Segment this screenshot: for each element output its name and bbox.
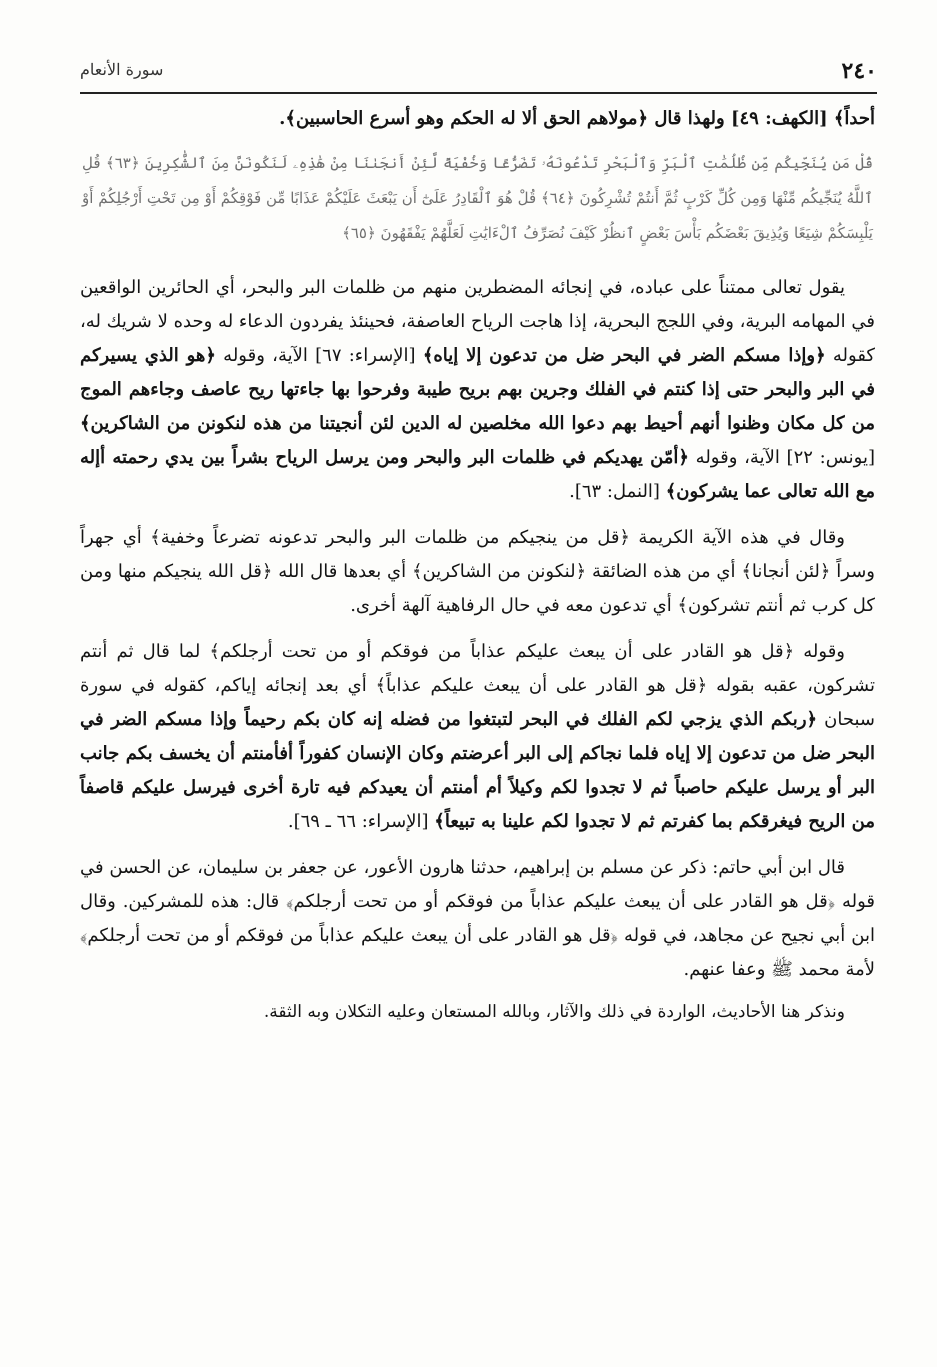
p3-quote: ﴿ربكم الذي يزجي لكم الفلك في البحر لتبتغوا من فضله إنه كان بكم رحيماً وإذا مسكم الضر في البحر ضل من تدعون إلا إياه فلما نجاكم إلى البر أعرضتم وكان الإنسان كفوراً أفأمنتم أن يخسف بكم جانب البر أو يرسل عليكم حاصباً ثم لا تجدوا لكم وكيلاً أم أمنتم أن يعيدكم فيه تارة أخرى فيرسل عليكم قاصفاً من الريح فيغرقكم بما كفرتم ثم لا تجدوا لكم علينا به تبيعاً﴾ xyxy=(80,709,875,832)
p1-text-c: [الإسراء: ٦٧] الآية، وقوله xyxy=(215,345,423,366)
paragraph-4: قال ابن أبي حاتم: ذكر عن مسلم بن إبراهيم، حدثنا هارون الأعور، عن جعفر بن سليمان، عن الحسن في قوله ﴿قل هو القادر على أن يبعث عليكم عذاباً من فوقكم أو من تحت أرجلكم﴾ قال: هذه للمشركين. وقال ابن أبي نجيح عن مجاهد، في قوله ﴿قل هو القادر على أن يبعث عليكم عذاباً من فوقكم أو من تحت أرجلكم﴾ لأمة محمد ﷺ وعفا عنهم. xyxy=(80,857,875,980)
paragraph-1 xyxy=(80,271,875,509)
p1-text-g: [النمل: ٦٣]. xyxy=(569,481,666,502)
p3-text-a: وقوله ﴿قل هو القادر على أن يبعث عليكم عذاباً من فوقكم أو من تحت أرجلكم﴾ لما قال ثم أنتم تشركون، عقبه بقوله ﴿قل هو القادر على أن يبعث عليكم عذاباً﴾ أي بعد إنجائه إياكم، كقوله في سورة سبحان xyxy=(80,641,875,730)
paragraph-5: ونذكر هنا الأحاديث، الواردة في ذلك والآثار، وبالله المستعان وعليه التكلان وبه الثقة. xyxy=(263,1002,845,1022)
p1-quote-3: ﴿أمّن يهديكم في ظلمات البر والبحر ومن يرسل الرياح بشراً بين يدي رحمته أإله مع الله تعالى عما يشركون﴾ xyxy=(80,447,875,502)
header-rule xyxy=(80,92,877,94)
page-body xyxy=(80,100,875,1029)
p1-text-e: [يونس: ٢٢] الآية، وقوله xyxy=(688,447,875,468)
paragraph-3 xyxy=(80,635,875,839)
page-number: ٢٤٠ xyxy=(841,58,877,84)
p1-quote-1: ﴿وإذا مسكم الضر في البحر ضل من تدعون إلا إياه﴾ xyxy=(422,345,826,366)
page-header xyxy=(80,58,877,92)
p1-quote-2: ﴿هو الذي يسيركم في البر والبحر حتى إذا كنتم في الفلك وجرين بهم بريح طيبة وفرحوا بها جاءتها ريح عاصف وجاءهم الموج من كل مكان وظنوا أنهم أحيط بهم دعوا الله مخلصين له الدين لئن أنجيتنا من هذه لنكونن من الشاكرين﴾ xyxy=(80,345,875,434)
continued-line: أحداً﴾ [الكهف: ٤٩] ولهذا قال ﴿مولاهم الحق ألا له الحكم وهو أسرع الحاسبين﴾. xyxy=(279,108,875,129)
quran-verses: قُلْ مَن يُنَجِّيكُم مِّن ظُلُمَٰتِ ٱلْبَرِّ وَٱلْبَحْرِ تَدْعُونَهُۥ تَضَرُّعًا وَخُفْيَةً لَّئِنْ أَنجَىٰنَا مِنْ هَٰذِهِۦ لَنَكُونَنَّ مِنَ ٱلشَّٰكِرِينَ ﴿٦٣﴾ قُلِ ٱللَّهُ يُنَجِّيكُم مِّنْهَا وَمِن كُلِّ كَرْبٍ ثُمَّ أَنتُمْ تُشْرِكُونَ ﴿٦٤﴾ قُلْ هُوَ ٱلْقَادِرُ عَلَىٰٓ أَن يَبْعَثَ عَلَيْكُمْ عَذَابًا مِّن فَوْقِكُمْ أَوْ مِن تَحْتِ أَرْجُلِكُمْ أَوْ يَلْبِسَكُمْ شِيَعًا وَيُذِيقَ بَعْضَكُم بَأْسَ بَعْضٍ ٱنظُرْ كَيْفَ نُصَرِّفُ ٱلْءَايَٰتِ لَعَلَّهُمْ يَفْقَهُونَ ﴿٦٥﴾ xyxy=(82,154,874,242)
sura-title: سورة الأنعام xyxy=(80,60,164,79)
paragraph-2: وقال في هذه الآية الكريمة ﴿قل من ينجيكم من ظلمات البر والبحر تدعونه تضرعاً وخفية﴾ أي جهراً وسراً ﴿لئن أنجانا﴾ أي من هذه الضائقة ﴿لنكونن من الشاكرين﴾ أي بعدها قال الله ﴿قل الله ينجيكم منها ومن كل كرب ثم أنتم تشركون﴾ أي تدعون معه في حال الرفاهية آلهة أخرى. xyxy=(80,527,875,616)
p1-text-a: يقول تعالى ممتناً على عباده، في إنجائه المضطرين منهم من ظلمات البر والبحر، أي الحائرين الواقعين في المهامه البرية، وفي اللجج البحرية، إذا هاجت الرياح العاصفة، فحينئذ يفردون الدعاء له وحده لا شريك له، كقوله xyxy=(80,277,875,366)
p3-text-c: [الإسراء: ٦٦ ـ ٦٩]. xyxy=(287,811,435,832)
